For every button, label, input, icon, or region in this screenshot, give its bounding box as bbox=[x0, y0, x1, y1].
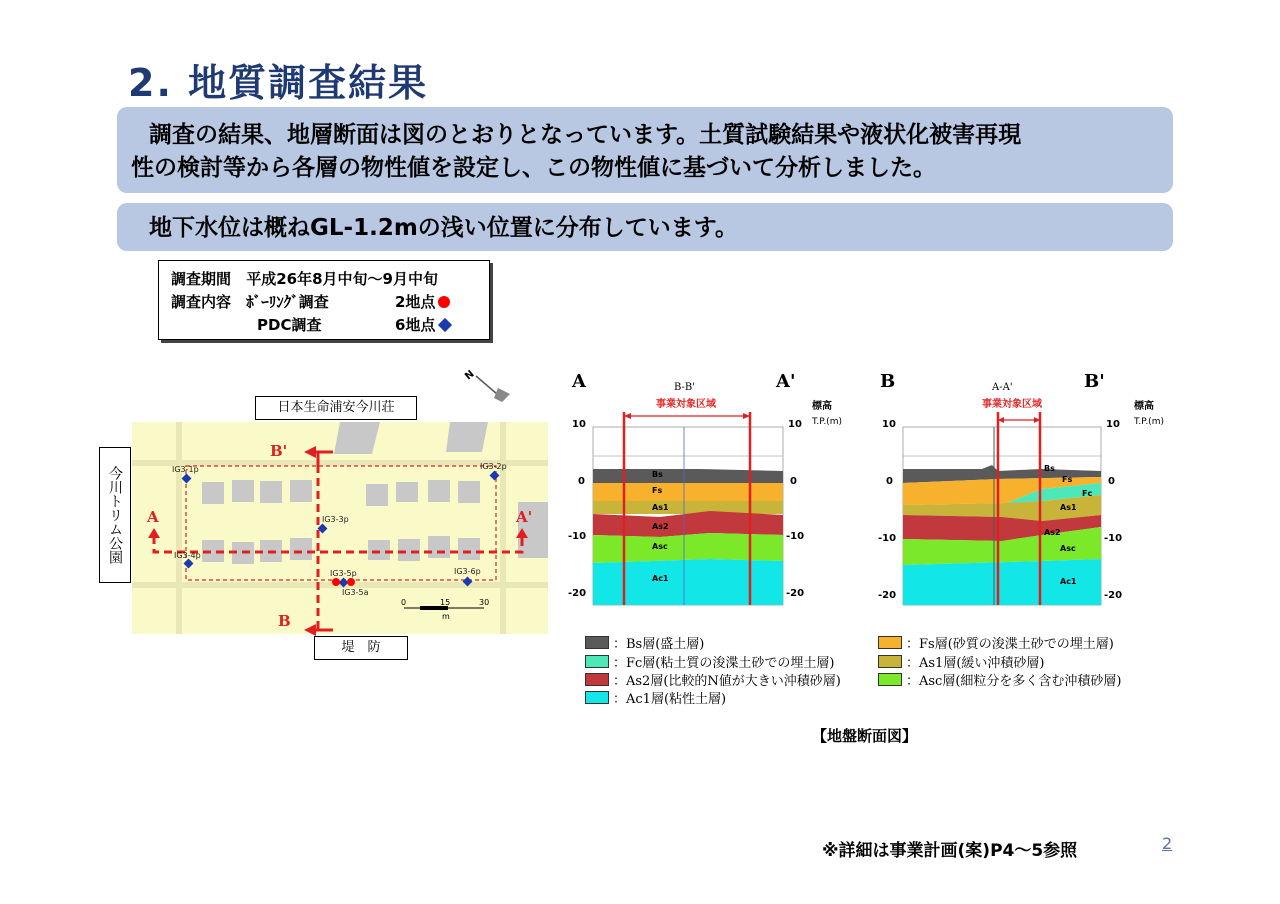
svg-text:0: 0 bbox=[790, 476, 797, 487]
section1-subtitle: B-B' bbox=[674, 382, 696, 393]
svg-text:0: 0 bbox=[401, 598, 407, 607]
map-label-b-prime: B' bbox=[270, 442, 288, 460]
pdc-label: PDC調査 bbox=[257, 316, 322, 334]
svg-text:0: 0 bbox=[886, 476, 893, 487]
section2-layer-ac1: Ac1 bbox=[1060, 577, 1077, 586]
footnote: ※詳細は事業計画(案)P4～5参照 bbox=[822, 841, 1078, 861]
svg-text:m: m bbox=[442, 612, 450, 621]
svg-text:-10: -10 bbox=[786, 531, 805, 542]
section1-layer-as2: As2 bbox=[652, 522, 669, 531]
groundwater-text: 地下水位は概ねGL-1.2mの浅い位置に分布しています。 bbox=[149, 215, 738, 241]
layer-as1 bbox=[593, 501, 783, 514]
layer-fs bbox=[593, 483, 783, 501]
boring-count: 2地点 bbox=[395, 291, 450, 312]
svg-text:0: 0 bbox=[1108, 476, 1115, 487]
svg-text:N: N bbox=[463, 368, 477, 383]
point-label-2: IG3-2p bbox=[480, 462, 507, 471]
section2-zone: 事業対象区域 bbox=[982, 399, 1042, 410]
point-label-4: IG3-4p bbox=[174, 551, 201, 560]
svg-text:0: 0 bbox=[578, 476, 585, 487]
layer-bs bbox=[593, 469, 783, 483]
section1-elev-title: 標高 bbox=[812, 401, 832, 412]
layer-ac1 bbox=[593, 559, 783, 605]
section1-layer-ac1: Ac1 bbox=[652, 574, 669, 583]
section1-layer-as1: As1 bbox=[652, 503, 669, 512]
section2-layer-fc: Fc bbox=[1082, 489, 1093, 498]
pdc-count: 6地点 bbox=[395, 314, 450, 335]
red-circle-icon bbox=[438, 296, 450, 308]
page-title: 2. 地質調査結果 bbox=[128, 61, 429, 105]
section2-elev-unit: T.P.(m) bbox=[1134, 417, 1164, 427]
cross-section-b-b bbox=[560, 365, 850, 615]
legend-as2: ：As2層(比較的N値が大きい沖積砂層) bbox=[585, 670, 841, 689]
survey-info-box bbox=[158, 260, 490, 340]
legend-fc: ：Fc層(粘土質の浚渫土砂での埋土層) bbox=[585, 652, 834, 671]
section2-elev-title: 標高 bbox=[1134, 401, 1154, 412]
section1-zone: 事業対象区域 bbox=[656, 399, 716, 410]
layer-asc bbox=[593, 533, 783, 563]
map-north-label: 日本生命浦安今川荘 bbox=[255, 396, 417, 420]
page-number: 2 bbox=[1162, 834, 1173, 853]
cross-section-a-a bbox=[872, 365, 1172, 615]
boring-point-1 bbox=[347, 578, 355, 586]
svg-text:-10: -10 bbox=[568, 531, 587, 542]
svg-text:-10: -10 bbox=[878, 533, 897, 544]
blue-diamond-icon bbox=[438, 318, 452, 332]
section1-right-label: A' bbox=[776, 371, 796, 392]
section1-layer-bs: Bs bbox=[652, 470, 663, 479]
summary-band bbox=[117, 107, 1173, 193]
section2-layer-bs: Bs bbox=[1044, 464, 1055, 473]
north-arrow-icon bbox=[463, 369, 510, 402]
svg-text:-10: -10 bbox=[1104, 533, 1123, 544]
svg-text:10: 10 bbox=[1106, 419, 1120, 430]
svg-text:-20: -20 bbox=[878, 590, 897, 601]
section2-layer-as2: As2 bbox=[1044, 528, 1061, 537]
section1-layer-fs: Fs bbox=[652, 486, 663, 495]
section1-layer-asc: Asc bbox=[652, 542, 668, 551]
svg-text:10: 10 bbox=[882, 419, 896, 430]
groundwater-band bbox=[117, 203, 1173, 251]
section2-layer-as1: As1 bbox=[1060, 503, 1077, 512]
content-label: 調査内容 bbox=[171, 293, 232, 311]
svg-text:-20: -20 bbox=[1104, 590, 1123, 601]
svg-text:-20: -20 bbox=[568, 588, 587, 599]
summary-line-1: 調査の結果、地層断面は図のとおりとなっています。土質試験結果や液状化被害再現 bbox=[149, 122, 1022, 148]
svg-text:30: 30 bbox=[479, 598, 490, 607]
map-south-label: 堤 防 bbox=[314, 636, 408, 660]
map-label-a: A bbox=[147, 508, 159, 526]
point-label-1: IG3-1p bbox=[172, 465, 199, 474]
map-label-a-prime: A' bbox=[516, 508, 533, 526]
map-label-b: B bbox=[278, 612, 291, 630]
legend-ac1: ：Ac1層(粘性土層) bbox=[585, 688, 726, 707]
point-label-5: IG3-5p bbox=[330, 569, 357, 578]
map-west-label: 今川トリム公園 bbox=[99, 447, 131, 583]
svg-text:-20: -20 bbox=[786, 588, 805, 599]
legend-as1: ：As1層(緩い沖積砂層) bbox=[878, 652, 1044, 671]
svg-text:10: 10 bbox=[788, 419, 802, 430]
section2-left-label: B bbox=[880, 371, 896, 392]
point-label-6: IG3-5a bbox=[342, 588, 369, 597]
summary-line-2: 性の検討等から各層の物性値を設定し、この物性値に基づいて分析しました。 bbox=[131, 155, 936, 181]
legend-asc: ：Asc層(細粒分を多く含む沖積砂層) bbox=[878, 670, 1121, 689]
point-label-3: IG3-3p bbox=[322, 515, 349, 524]
section1-elev-unit: T.P.(m) bbox=[812, 417, 842, 427]
svg-text:15: 15 bbox=[440, 598, 451, 607]
figure-caption: 【地盤断面図】 bbox=[812, 727, 918, 745]
legend-fs: ：Fs層(砂質の浚渫土砂での埋土層) bbox=[878, 633, 1114, 652]
point-label-7: IG3-6p bbox=[454, 567, 481, 576]
section1-left-label: A bbox=[572, 371, 586, 392]
section2-right-label: B' bbox=[1084, 371, 1105, 392]
section2-layer-fs: Fs bbox=[1062, 475, 1073, 484]
period-value: 平成26年8月中旬～9月中旬 bbox=[246, 270, 438, 288]
period-label: 調査期間 bbox=[171, 270, 232, 288]
boring-label: ﾎﾞｰﾘﾝｸﾞ調査 bbox=[246, 293, 329, 311]
svg-text:10: 10 bbox=[572, 419, 586, 430]
boring-point-2 bbox=[332, 578, 340, 586]
legend-bs: ：Bs層(盛土層) bbox=[585, 633, 704, 652]
section2-layer-asc: Asc bbox=[1060, 544, 1076, 553]
section2-subtitle: A-A' bbox=[992, 382, 1013, 393]
